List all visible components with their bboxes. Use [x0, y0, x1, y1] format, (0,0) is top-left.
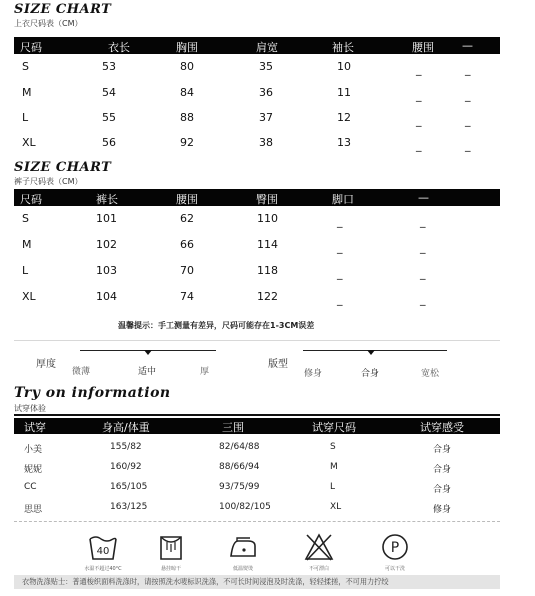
cell: M	[22, 238, 32, 251]
fit-scale-line	[303, 350, 447, 351]
cell: 88/66/94	[219, 462, 260, 472]
cell: _	[416, 63, 422, 76]
care-caption: 不可漂白	[308, 566, 329, 572]
header-size: 尺码	[20, 41, 42, 54]
cell: S	[22, 212, 29, 225]
thickness-option-selected: 适中	[138, 367, 157, 377]
header-waist: 腰围	[176, 193, 198, 206]
header-waist: 腰围	[412, 41, 434, 54]
header-pants-length: 裤长	[96, 193, 118, 206]
cell: 80	[180, 60, 194, 73]
cell: L	[330, 482, 336, 492]
cell: 88	[180, 111, 194, 124]
pants-chart-header	[14, 189, 500, 206]
cell: 74	[180, 290, 194, 303]
cell: 36	[259, 86, 273, 99]
cell: 93/75/99	[219, 482, 260, 492]
cell: 114	[257, 238, 278, 251]
care-caption: 可以干洗	[384, 566, 405, 572]
pants-chart-title: SIZE CHART	[14, 160, 112, 175]
cell: 13	[337, 136, 351, 149]
cell: 10	[337, 60, 351, 73]
header-shoulder: 肩宽	[256, 41, 278, 54]
cell: 小美	[24, 445, 43, 455]
cell: L	[22, 264, 29, 277]
care-caption: 低温熨烫	[232, 566, 253, 572]
divider	[14, 340, 500, 341]
cell: S	[330, 442, 336, 452]
hang-dry-icon	[154, 530, 188, 564]
no-bleach-icon	[302, 530, 336, 564]
cell: 102	[96, 238, 117, 251]
cell: 53	[102, 60, 116, 73]
thickness-option: 厚	[200, 367, 210, 377]
cell: 思思	[24, 505, 43, 515]
thickness-label: 厚度	[36, 359, 56, 370]
header-chest: 胸围	[176, 41, 198, 54]
tryon-header	[14, 418, 500, 434]
cell: 合身	[433, 445, 452, 455]
cell: L	[22, 111, 29, 124]
header-hip: 臀围	[256, 193, 278, 206]
top-chart-title: SIZE CHART	[14, 2, 112, 17]
header-tryon-feel: 试穿感受	[420, 421, 464, 434]
cell: 66	[180, 238, 194, 251]
header-tryon-size: 试穿尺码	[312, 421, 356, 434]
care-caption: 悬挂晾干	[160, 566, 181, 572]
cell: 103	[96, 264, 117, 277]
cell: _	[337, 267, 343, 280]
header-height-weight: 身高/体重	[102, 421, 150, 434]
cell: _	[337, 293, 343, 306]
cell: 165/105	[110, 482, 148, 492]
tryon-title: Try on information	[14, 385, 171, 401]
pants-chart-subtitle: 裤子尺码表（CM）	[14, 177, 83, 186]
cell: 92	[180, 136, 194, 149]
cell: 84	[180, 86, 194, 99]
cell: 82/64/88	[219, 442, 260, 452]
cell: _	[465, 63, 471, 76]
header-size: 尺码	[20, 193, 42, 206]
wash-40-icon	[86, 530, 120, 564]
thickness-marker	[144, 350, 152, 355]
tryon-top-rule	[14, 414, 500, 416]
cell: _	[465, 89, 471, 102]
header-leg-opening: 脚口	[332, 193, 354, 206]
cell: 110	[257, 212, 278, 225]
cell: 55	[102, 111, 116, 124]
cell: 101	[96, 212, 117, 225]
cell: M	[330, 462, 338, 472]
fit-label: 版型	[268, 359, 288, 370]
header-dash: —	[462, 39, 473, 52]
cell: 163/125	[110, 502, 148, 512]
cell: _	[416, 139, 422, 152]
thickness-option: 微薄	[72, 367, 91, 377]
cell: _	[465, 114, 471, 127]
cell: _	[416, 114, 422, 127]
cell: _	[416, 89, 422, 102]
cell: 11	[337, 86, 351, 99]
cell: 104	[96, 290, 117, 303]
cell: 70	[180, 264, 194, 277]
fit-option: 宽松	[421, 369, 440, 379]
tryon-subtitle: 试穿体验	[14, 404, 46, 413]
cell: CC	[24, 482, 37, 492]
svg-text:40: 40	[96, 546, 110, 557]
cell: _	[420, 267, 426, 280]
cell: 合身	[433, 485, 452, 495]
cell: _	[465, 139, 471, 152]
cell: 37	[259, 111, 273, 124]
care-caption: 水温不超过40°C	[84, 566, 122, 572]
cell: _	[420, 215, 426, 228]
top-chart-header	[14, 37, 500, 54]
header-tester: 试穿	[24, 421, 46, 434]
cell: 56	[102, 136, 116, 149]
cell: _	[337, 215, 343, 228]
cell: XL	[22, 290, 36, 303]
cell: 妮妮	[24, 465, 43, 475]
cell: 160/92	[110, 462, 142, 472]
cell: _	[420, 241, 426, 254]
measurement-note: 温馨提示：手工测量有差异，尺码可能存在1-3CM误差	[118, 321, 315, 330]
header-sleeve: 袖长	[332, 41, 354, 54]
cell: 54	[102, 86, 116, 99]
cell: 合身	[433, 465, 452, 475]
cell: M	[22, 86, 32, 99]
wash-notice-bar	[14, 575, 500, 589]
cell: 100/82/105	[219, 502, 271, 512]
cell: XL	[22, 136, 36, 149]
cell: _	[337, 241, 343, 254]
dry-clean-p-icon	[378, 530, 412, 564]
fit-option: 修身	[304, 369, 323, 379]
cell: 12	[337, 111, 351, 124]
cell: 122	[257, 290, 278, 303]
cell: _	[420, 293, 426, 306]
cell: 35	[259, 60, 273, 73]
cell: 118	[257, 264, 278, 277]
header-dash: —	[418, 191, 429, 204]
cell: 38	[259, 136, 273, 149]
cell: XL	[330, 502, 342, 512]
header-measurements: 三围	[222, 421, 244, 434]
fit-marker	[367, 350, 375, 355]
cell: 155/82	[110, 442, 142, 452]
fit-option-selected: 合身	[361, 369, 380, 379]
cell: 修身	[433, 505, 452, 515]
tryon-bottom-rule	[14, 521, 500, 522]
cell: 62	[180, 212, 194, 225]
wash-notice-text: 衣物洗涤贴士：普通梭织面料洗涤时，请按照洗水唛标识洗涤，不可长时间浸泡及时洗涤，轻轻揉搓，不可用力拧绞	[22, 577, 389, 586]
header-length: 衣长	[108, 41, 130, 54]
iron-low-icon	[226, 530, 260, 564]
top-chart-subtitle: 上衣尺码表（CM）	[14, 19, 83, 28]
cell: S	[22, 60, 29, 73]
svg-text:P: P	[390, 540, 400, 556]
